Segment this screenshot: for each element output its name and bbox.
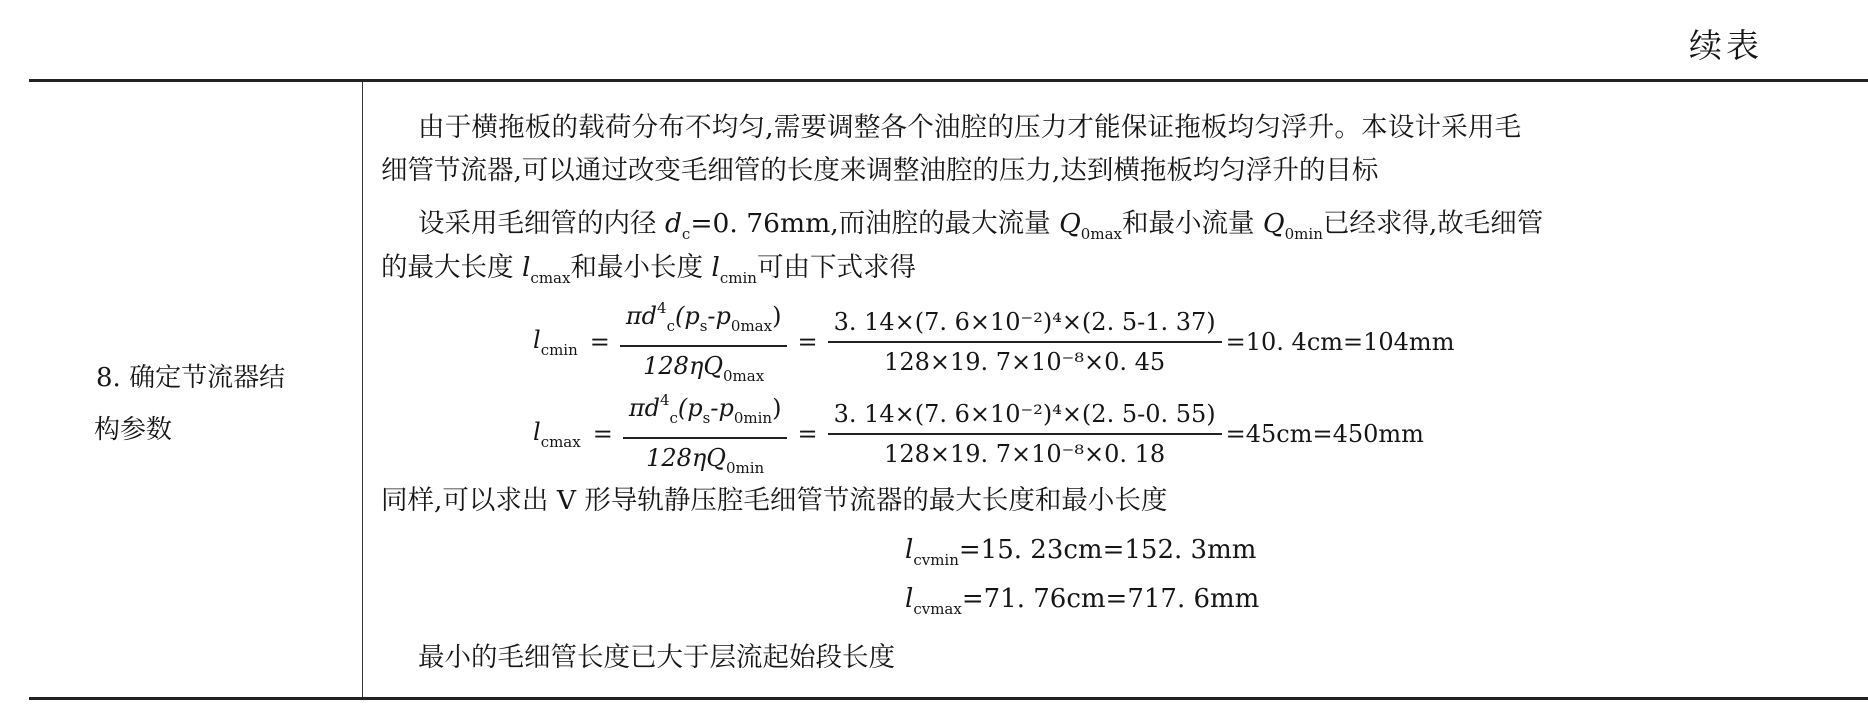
- fraction-symbolic: $\frac{\pi d^4_c(p_s-p_{0min})}{128\eta Q_{0min}}$: [623, 385, 788, 483]
- formula-result: =10. 4cm=104mm: [1225, 328, 1455, 356]
- var-l: l: [711, 252, 720, 283]
- paragraph-1-line-1: 由于横拖板的载荷分布不均匀,需要调整各个油腔的压力才能保证拖板均匀浮升。本设计采用毛: [418, 112, 1522, 143]
- item-title-line1: 8. 确定节流器结: [96, 363, 286, 393]
- result-l-cvmax: $l_{cvmax}=71$. 76cm=717. 6mm: [905, 584, 1260, 618]
- paragraph-1-line-2: 细管节流器,可以通过改变毛细管的长度来调整油腔的压力,达到横拖板均匀浮升的目标: [381, 155, 1379, 186]
- fraction-numeric: $\frac{\text{3. 14×(7. 6×10⁻²)⁴×(2. 5-0. 55)}}{\text{128×19. 7×10⁻⁸×0. 18}}$: [828, 399, 1222, 469]
- paragraph-3: 同样,可以求出 V 形导轨静压腔毛细管节流器的最大长度和最小长度: [381, 485, 1168, 516]
- continued-label: 续表: [1689, 26, 1763, 65]
- item-title-line2: 构参数: [94, 415, 173, 445]
- item-title-cell: [96, 352, 356, 456]
- result-l-cvmin: $l_{cvmin}=15$. 23cm=152. 3mm: [905, 535, 1257, 569]
- fraction-numeric: $\frac{\text{3. 14×(7. 6×10⁻²)⁴×(2. 5-1. 37)}}{\text{128×19. 7×10⁻⁸×0. 45}}$: [828, 307, 1222, 377]
- formula-l-cmin: $l_{cmin}$ = $\frac{\pi d^4_c(p_s-p_{0max})}{128\eta Q_{0max}}$ = $\frac{\text{3. 14×(7. 6×10⁻²)⁴×(2. 5-1. 37)}}{\text{128×19. 7×10⁻⁸×0. 45}}$ =10. 4cm=104mm: [533, 300, 1454, 384]
- var-l: l: [521, 252, 531, 283]
- var-d: d: [664, 208, 682, 239]
- paragraph-2-line-2: 的最大长度 $l_{cmax}$和最小长度 $l_{cmin}$可由下式求得: [381, 252, 916, 287]
- formula-result: =45cm=450mm: [1225, 420, 1424, 448]
- fraction-symbolic: $\frac{\pi d^4_c(p_s-p_{0max})}{128\eta Q_{0max}}$: [620, 293, 788, 391]
- var-q: Q: [1262, 208, 1285, 239]
- paragraph-4: 最小的毛细管长度已大于层流起始段长度: [418, 642, 895, 673]
- paragraph-2-line-1: 设采用毛细管的内径 $d_c=0$. 76mm,而油腔的最大流量 $Q_{0max}$和最小流量 $Q_{0min}$已经求得,故毛细管: [418, 208, 1544, 243]
- formula-l-cmax: $l_{cmax}$ = $\frac{\pi d^4_c(p_s-p_{0min})}{128\eta Q_{0min}}$ = $\frac{\text{3. 14×(7. 6×10⁻²)⁴×(2. 5-0. 55)}}{\text{128×19. 7×10⁻⁸×0. 18}}$ =45cm=450mm: [533, 392, 1424, 476]
- var-q: Q: [1059, 208, 1081, 239]
- column-divider: [362, 82, 363, 697]
- table-top-rule: [29, 79, 1868, 82]
- table-bottom-rule: [29, 697, 1868, 700]
